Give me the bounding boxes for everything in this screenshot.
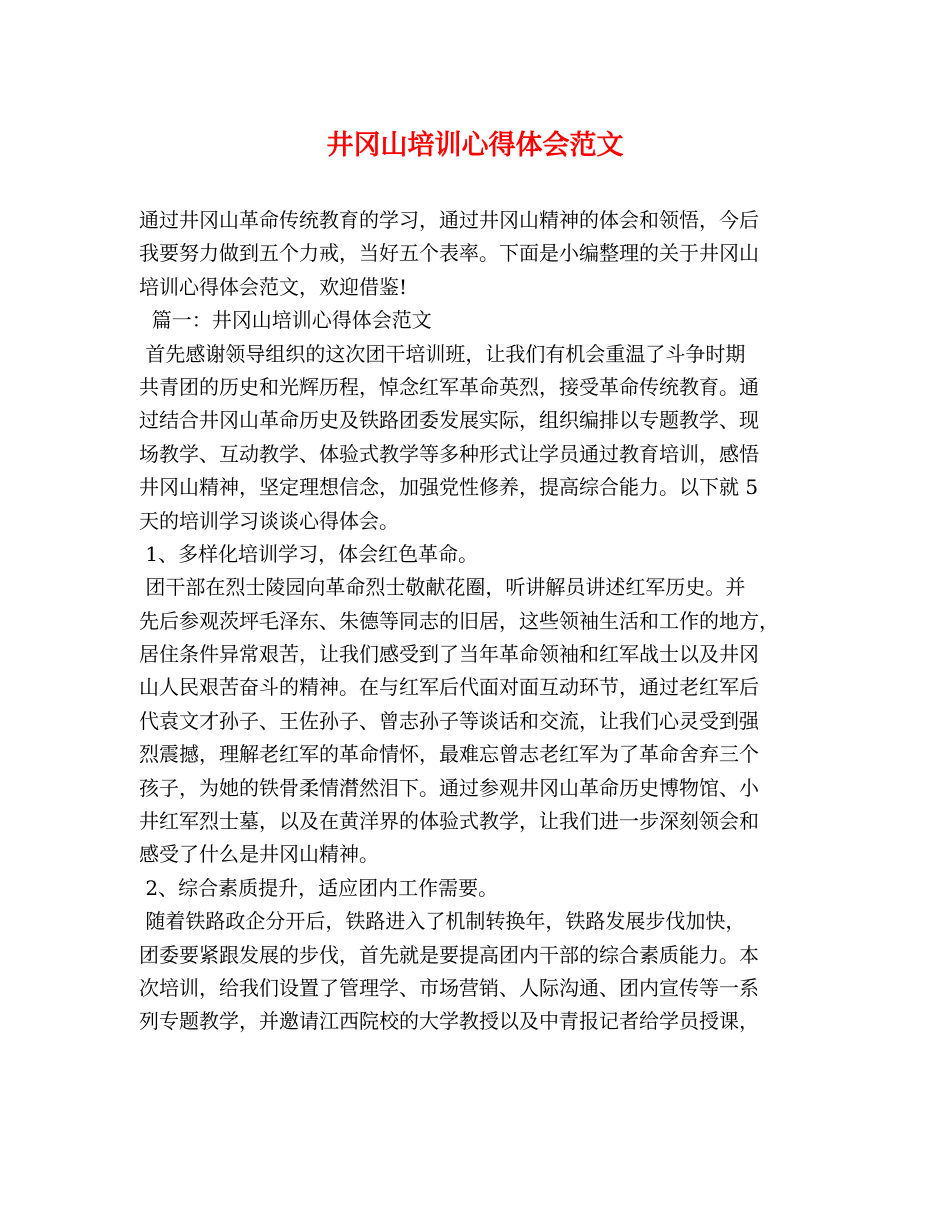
body-line: 山人民艰苦奋斗的精神。在与红军后代面对面互动环节，通过老红军后 (139, 675, 759, 700)
body-line: 场教学、互动教学、体验式教学等多种形式让学员通过教育培训，感悟 (139, 441, 759, 466)
body-line: 列专题教学，并邀请江西院校的大学教授以及中青报记者给学员授课， (139, 1009, 759, 1034)
numbered-heading: 2、综合素质提升，适应团内工作需要。 (139, 875, 499, 900)
body-line: 团干部在烈士陵园向革命烈士敬献花圈，听讲解员讲述红军历史。并 (139, 575, 746, 600)
body-line: 孩子，为她的铁骨柔情潸然泪下。通过参观井冈山革命历史博物馆、小 (139, 775, 759, 800)
body-line: 我要努力做到五个力戒，当好五个表率。下面是小编整理的关于井冈山 (139, 241, 759, 266)
body-line: 培训心得体会范文，欢迎借鉴! (139, 274, 408, 299)
body-line: 先后参观茨坪毛泽东、朱德等同志的旧居，这些领袖生活和工作的地方， (139, 608, 779, 633)
body-line: 次培训，给我们设置了管理学、市场营销、人际沟通、团内宣传等一系 (139, 975, 759, 1000)
body-line: 随着铁路政企分开后，铁路进入了机制转换年，铁路发展步伐加快， (139, 909, 746, 934)
body-line: 感受了什么是井冈山精神。 (139, 842, 379, 867)
body-line: 团委要紧跟发展的步伐，首先就是要提高团内干部的综合素质能力。本 (139, 942, 759, 967)
body-line: 居住条件异常艰苦，让我们感受到了当年革命领袖和红军战士以及井冈 (139, 642, 759, 667)
body-line: 代袁文才孙子、王佐孙子、曾志孙子等谈话和交流，让我们心灵受到强 (139, 708, 759, 733)
body-line: 通过井冈山革命传统教育的学习，通过井冈山精神的体会和领悟，今后 (139, 208, 759, 232)
section-heading: 篇一：井冈山培训心得体会范文 (139, 308, 432, 333)
body-line: 过结合井冈山革命历史及铁路团委发展实际，组织编排以专题教学、现 (139, 408, 759, 433)
document-body (139, 204, 819, 1039)
body-line: 井冈山精神，坚定理想信念，加强党性修养，提高综合能力。以下就 5 (139, 475, 759, 500)
body-line: 天的培训学习谈谈心得体会。 (139, 508, 399, 533)
body-line: 烈震撼，理解老红军的革命情怀，最难忘曾志老红军为了革命舍弃三个 (139, 742, 759, 767)
document-title: 井冈山培训心得体会范文 (326, 130, 624, 161)
body-line: 共青团的历史和光辉历程，悼念红军革命英烈，接受革命传统教育。通 (139, 374, 759, 399)
body-line: 首先感谢领导组织的这次团干培训班，让我们有机会重温了斗争时期 (139, 341, 746, 366)
numbered-heading: 1、多样化培训学习，体会红色革命。 (139, 541, 479, 566)
body-line: 井红军烈士墓，以及在黄洋界的体验式教学，让我们进一步深刻领会和 (139, 809, 759, 834)
